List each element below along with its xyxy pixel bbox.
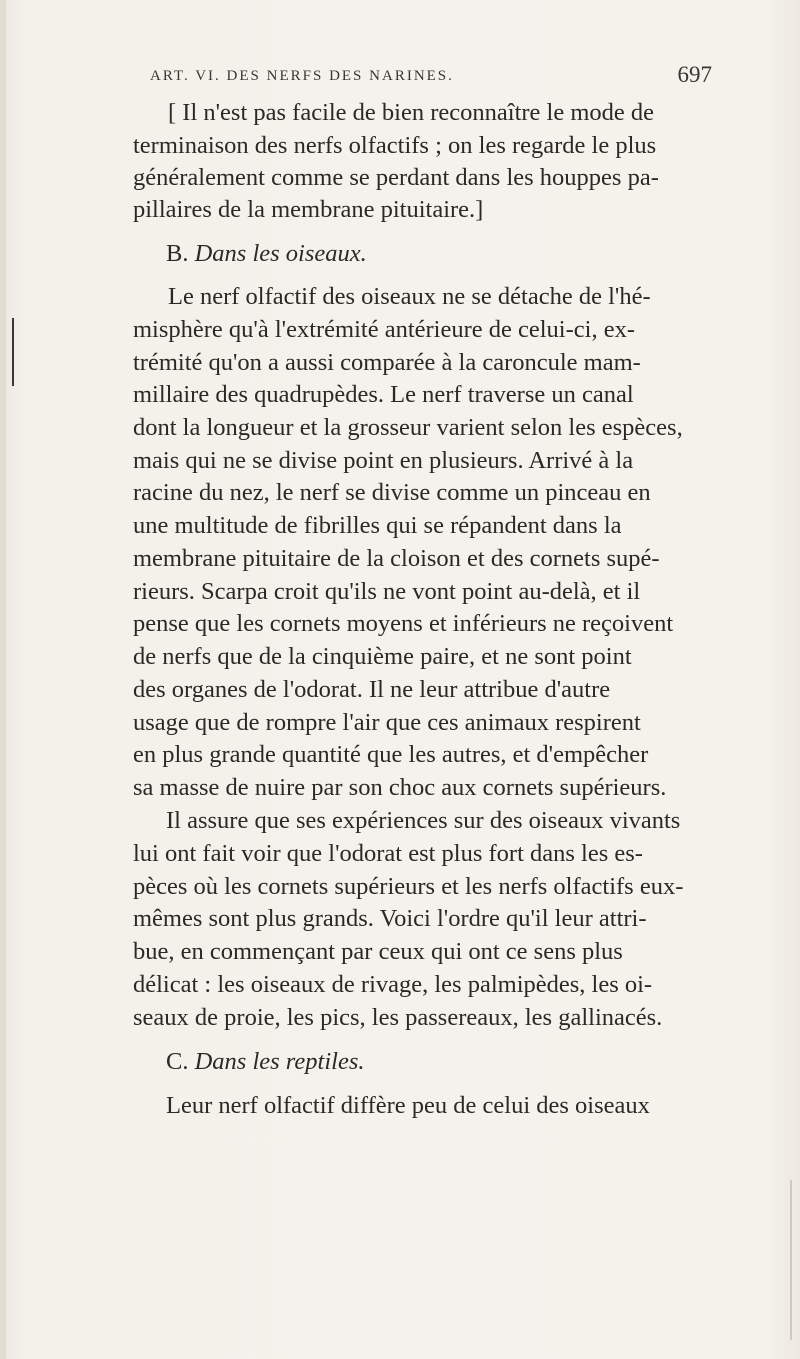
text-line: Leur nerf olfactif diffère peu de celui des oiseaux — [166, 1092, 650, 1119]
page-header — [150, 62, 712, 92]
text-line: millaire des quadrupèdes. Le nerf traverse un canal — [133, 381, 634, 408]
text-line: généralement comme se perdant dans les houppes pa- — [133, 164, 659, 191]
section-title: Dans les reptiles. — [194, 1048, 365, 1075]
text-line: racine du nez, le nerf se divise comme un pinceau en — [133, 479, 651, 506]
text-line: mêmes sont plus grands. Voici l'ordre qu'il leur attri- — [133, 905, 647, 932]
text-line: [ Il n'est pas facile de bien reconnaître le mode de — [168, 99, 655, 126]
page-gutter-shadow — [0, 0, 6, 1359]
text-line: terminaison des nerfs olfactifs ; on les regarde le plus — [133, 132, 657, 159]
text-line: membrane pituitaire de la cloison et des cornets supé- — [133, 545, 660, 572]
text-line: seaux de proie, les pics, les passereaux, les gallinacés. — [133, 1004, 663, 1031]
text-line: pillaires de la membrane pituitaire.] — [133, 196, 484, 223]
text-line: en plus grande quantité que les autres, et d'empêcher — [133, 741, 649, 768]
margin-line-mark — [12, 318, 14, 386]
text-line: Le nerf olfactif des oiseaux ne se détache de l'hé- — [168, 283, 651, 310]
text-line: de nerfs que de la cinquième paire, et ne sont point — [133, 643, 632, 670]
section-heading-b — [166, 239, 367, 269]
section-title: Dans les oiseaux. — [194, 240, 367, 267]
page-number: 697 — [677, 62, 712, 87]
text-line: mais qui ne se divise point en plusieurs. Arrivé à la — [133, 447, 634, 474]
text-line: sa masse de nuire par son choc aux cornets supérieurs. — [133, 774, 667, 801]
text-line: trémité qu'on a aussi comparée à la caroncule mam- — [133, 349, 641, 376]
section-letter: B. — [166, 240, 189, 267]
text-line: pense que les cornets moyens et inférieurs ne reçoivent — [133, 610, 674, 637]
text-line: rieurs. Scarpa croit qu'ils ne vont point au-delà, et il — [133, 578, 641, 605]
text-line: des organes de l'odorat. Il ne leur attribue d'autre — [133, 676, 611, 703]
text-line: bue, en commençant par ceux qui ont ce sens plus — [133, 938, 623, 965]
text-line: usage que de rompre l'air que ces animaux respirent — [133, 709, 641, 736]
text-line: délicat : les oiseaux de rivage, les palmipèdes, les oi- — [133, 971, 653, 998]
section-letter: C. — [166, 1048, 189, 1075]
text-line: Il assure que ses expériences sur des oiseaux vivants — [166, 807, 681, 834]
page-edge-mark — [790, 1180, 792, 1340]
text-line: misphère qu'à l'extrémité antérieure de celui-ci, ex- — [133, 316, 635, 343]
text-line: dont la longueur et la grosseur varient selon les espèces, — [133, 414, 683, 441]
section-heading-c — [166, 1047, 365, 1077]
text-line: une multitude de fibrilles qui se répandent dans la — [133, 512, 622, 539]
text-line: lui ont fait voir que l'odorat est plus fort dans les es- — [133, 840, 643, 867]
text-line: pèces où les cornets supérieurs et les nerfs olfactifs eux- — [133, 873, 684, 900]
running-title: ART. VI. DES NERFS DES NARINES. — [150, 68, 454, 84]
